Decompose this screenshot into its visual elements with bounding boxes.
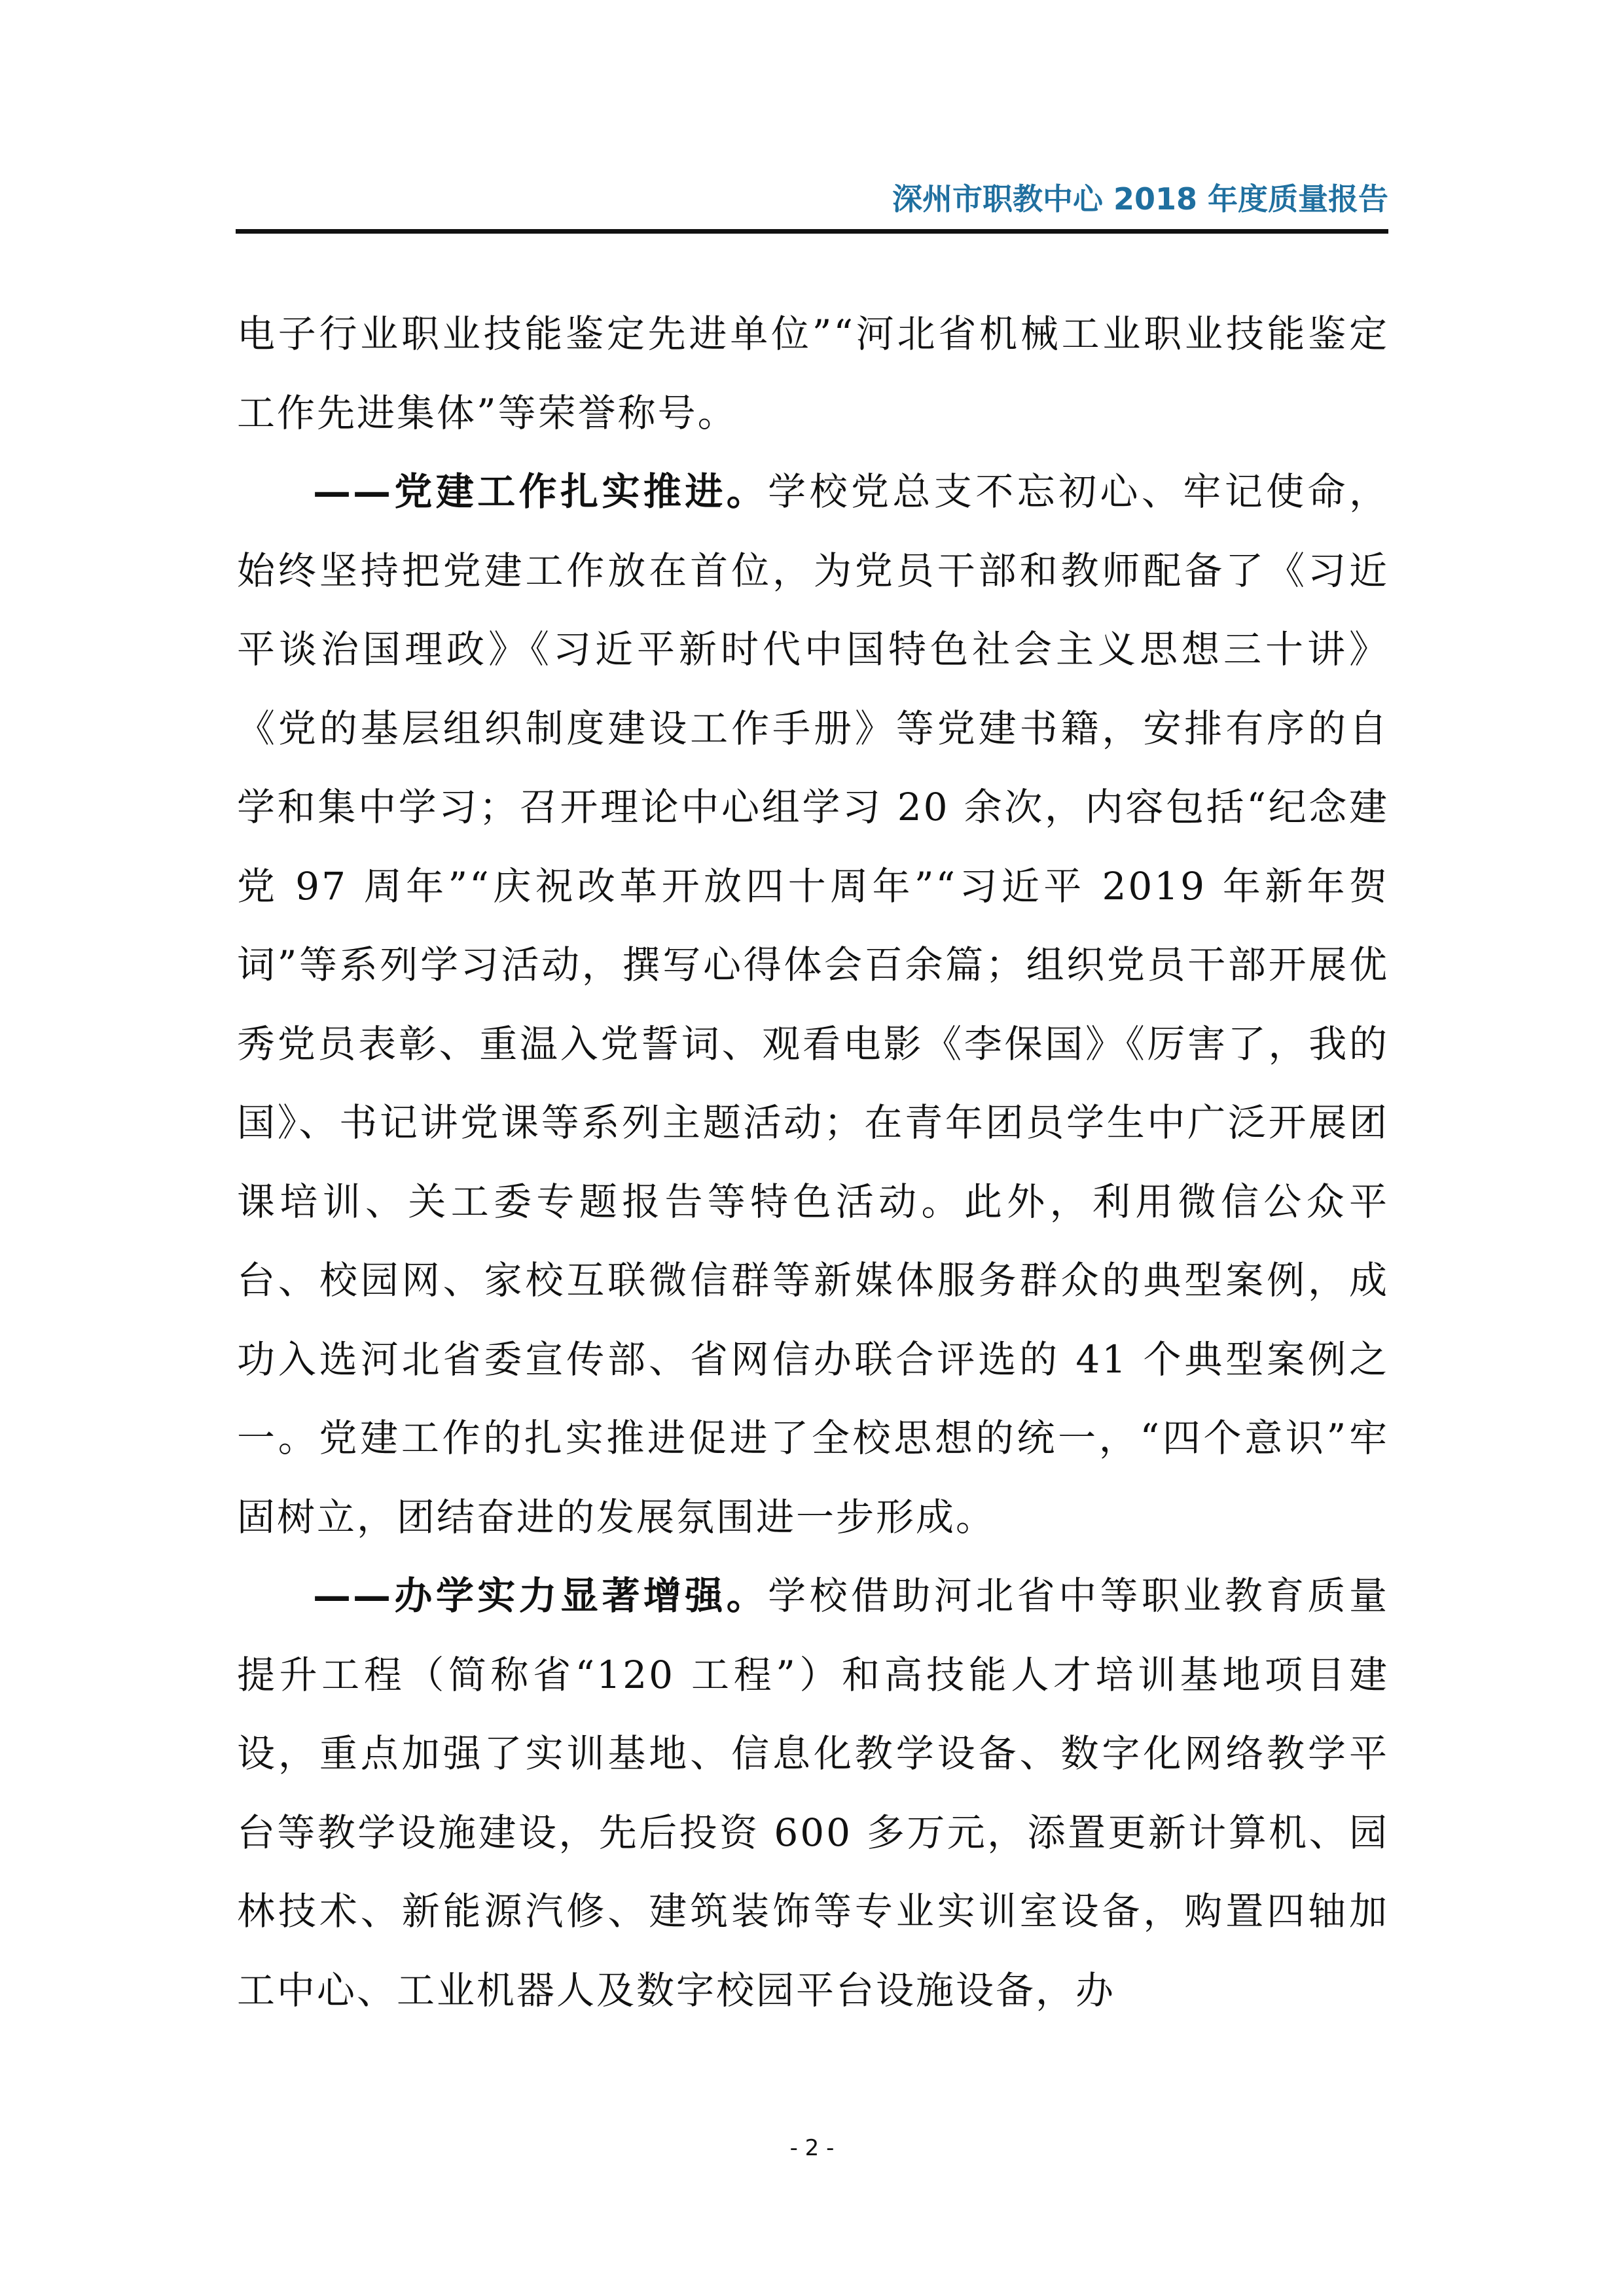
paragraph-lead-heading: ——办学实力显著增强。 — [313, 1573, 768, 1618]
page-number: - 2 - — [789, 2135, 835, 2161]
paragraph-text: 学校借助河北省中等职业教育质量提升工程（简称省“120 工程”）和高技能人才培训基地项目建设，重点加强了实训基地、信息化教学设备、数字化网络教学平台等教学设施建设，先后投资 600 多万元，添置更新计算机、园林技术、新能源汽修、建筑装饰等专业实训室设备，购置四轴加工中心、工业机器人及数字校园平台设施设备，办 — [237, 1573, 1389, 2013]
paragraph-text: 学校党总支不忘初心、牢记使命，始终坚持把党建工作放在首位，为党员干部和教师配备了《习近平谈治国理政》《习近平新时代中国特色社会主义思想三十讲》《党的基层组织制度建设工作手册》等党建书籍，安排有序的自学和集中学习；召开理论中心组学习 20 余次，内容包括“纪念建党 97 周年”“庆祝改革开放四十周年”“习近平 2019 年新年贺词”等系列学习活动，撰写心得体会百余篇；组织党员干部开展优秀党员表彰、重温入党誓词、观看电影《李保国》《厉害了，我的国》、书记讲党课等系列主题活动；在青年团员学生中广泛开展团课培训、关工委专题报告等特色活动。此外，利用微信公众平台、校园网、家校互联微信群等新媒体服务群众的典型案例，成功入选河北省委宣传部、省网信办联合评选的 41 个典型案例之一。党建工作的扎实推进促进了全校思想的统一，“四个意识”牢固树立，团结奋进的发展氛围进一步形成。 — [237, 469, 1389, 1539]
report-header-title: 深州市职教中心 2018 年度质量报告 — [892, 181, 1388, 217]
paragraph-school-strength — [237, 1556, 1389, 2030]
paragraph-party-building — [237, 452, 1389, 1556]
header-divider — [236, 229, 1388, 234]
paragraph-lead-heading: ——党建工作扎实推进。 — [313, 469, 768, 514]
document-body — [237, 295, 1389, 2030]
paragraph-honors-continuation — [237, 295, 1389, 452]
paragraph-text: 电子行业职业技能鉴定先进单位”“河北省机械工业职业技能鉴定工作先进集体”等荣誉称号。 — [237, 312, 1389, 435]
